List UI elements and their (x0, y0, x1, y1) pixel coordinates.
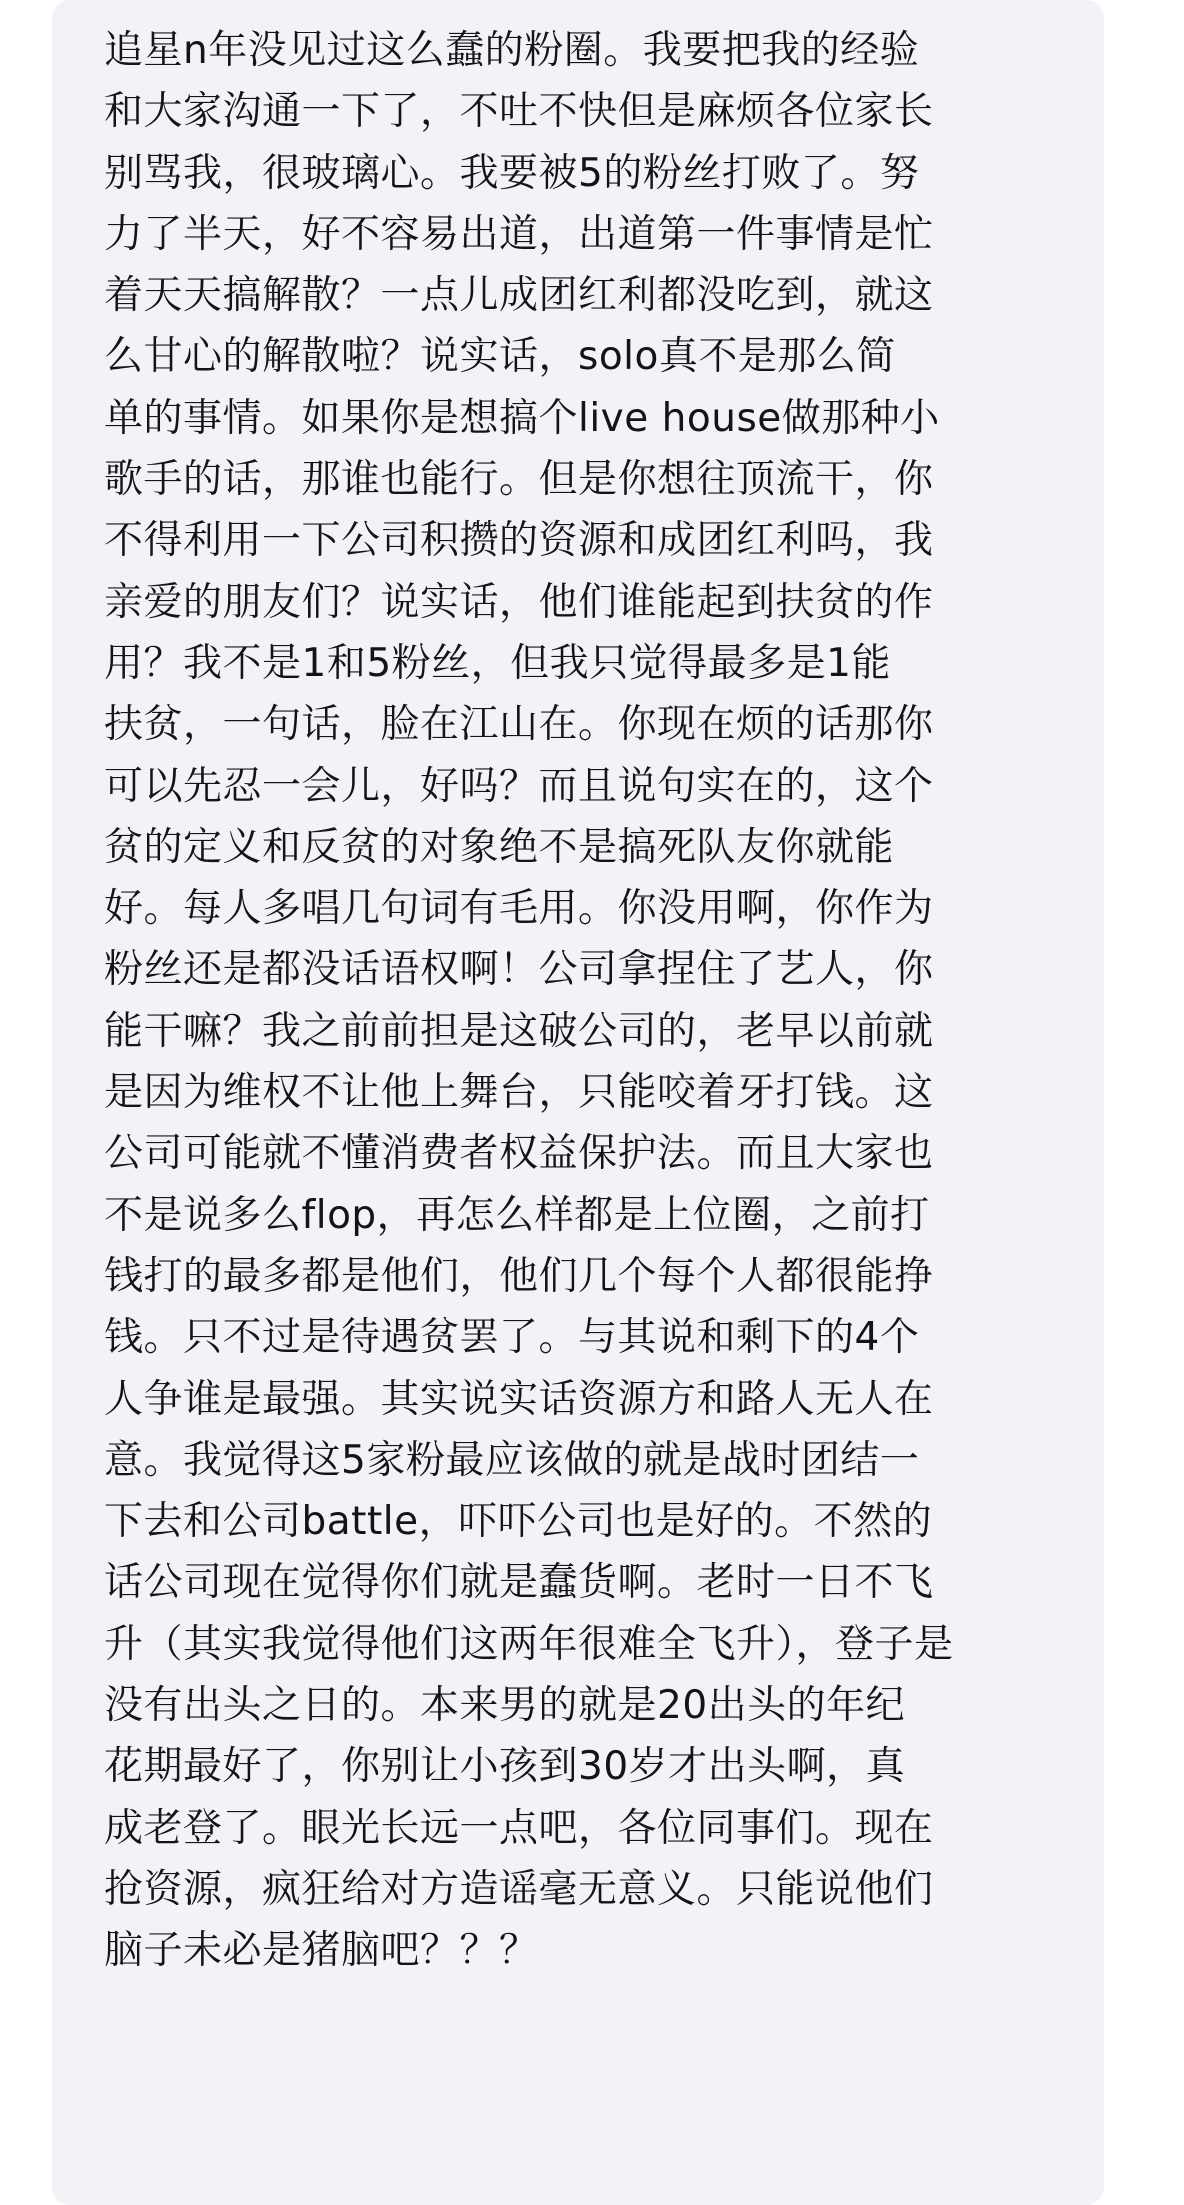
post-line: 花期最好了，你别让小孩到30岁才出头啊，真 (104, 1744, 906, 1790)
post-line: 话公司现在觉得你们就是蠢货啊。老时一日不飞 (104, 1560, 934, 1606)
post-line: 么甘心的解散啦？说实话，solo真不是那么简 (104, 334, 896, 380)
post-line: 着天天搞解散？一点儿成团红利都没吃到，就这 (104, 273, 934, 319)
message-bubble (52, 0, 1104, 2205)
post-body-text (104, 20, 1058, 1982)
post-line: 扶贫，一句话，脸在江山在。你现在烦的话那你 (104, 702, 934, 748)
post-line: 好。每人多唱几句词有毛用。你没用啊，你作为 (104, 886, 934, 932)
post-line: 贫的定义和反贫的对象绝不是搞死队友你就能 (104, 824, 895, 870)
post-line: 是因为维权不让他上舞台，只能咬着牙打钱。这 (104, 1070, 934, 1116)
post-line: 钱打的最多都是他们，他们几个每个人都很能挣 (104, 1253, 934, 1299)
post-line: 单的事情。如果你是想搞个live house做那种小 (104, 395, 940, 441)
post-line: 别骂我，很玻璃心。我要被5的粉丝打败了。努 (104, 150, 920, 196)
post-line: 下去和公司battle，吓吓公司也是好的。不然的 (104, 1499, 933, 1545)
post-line: 歌手的话，那谁也能行。但是你想往顶流干，你 (104, 457, 934, 503)
post-line: 没有出头之日的。本来男的就是20出头的年纪 (104, 1683, 906, 1729)
post-line: 不是说多么flop，再怎么样都是上位圈，之前打 (104, 1192, 930, 1238)
post-line: 不得利用一下公司积攒的资源和成团红利吗，我 (104, 518, 934, 564)
post-line: 和大家沟通一下了，不吐不快但是麻烦各位家长 (104, 89, 934, 135)
post-line: 意。我觉得这5家粉最应该做的就是战时团结一 (104, 1437, 920, 1483)
post-line: 公司可能就不懂消费者权益保护法。而且大家也 (104, 1131, 934, 1177)
post-line: 钱。只不过是待遇贫罢了。与其说和剩下的4个 (104, 1315, 920, 1361)
post-line: 粉丝还是都没话语权啊！公司拿捏住了艺人，你 (104, 947, 934, 993)
post-line: 可以先忍一会儿，好吗？而且说句实在的，这个 (104, 763, 934, 809)
post-line: 升（其实我觉得他们这两年很难全飞升），登子是 (104, 1621, 954, 1667)
post-line: 抢资源，疯狂给对方造谣毫无意义。只能说他们 (104, 1866, 934, 1912)
post-line: 追星n年没见过这么蠢的粉圈。我要把我的经验 (104, 28, 920, 73)
post-line: 力了半天，好不容易出道，出道第一件事情是忙 (104, 211, 934, 257)
post-line: 脑子未必是猪脑吧？？？ (104, 1928, 539, 1974)
post-line: 能干嘛？我之前前担是这破公司的，老早以前就 (104, 1008, 934, 1054)
post-line: 用？我不是1和5粉丝，但我只觉得最多是1能 (104, 640, 891, 686)
post-line: 亲爱的朋友们？说实话，他们谁能起到扶贫的作 (104, 579, 934, 625)
post-line: 成老登了。眼光长远一点吧，各位同事们。现在 (104, 1805, 934, 1851)
post-line: 人争谁是最强。其实说实话资源方和路人无人在 (104, 1376, 934, 1422)
